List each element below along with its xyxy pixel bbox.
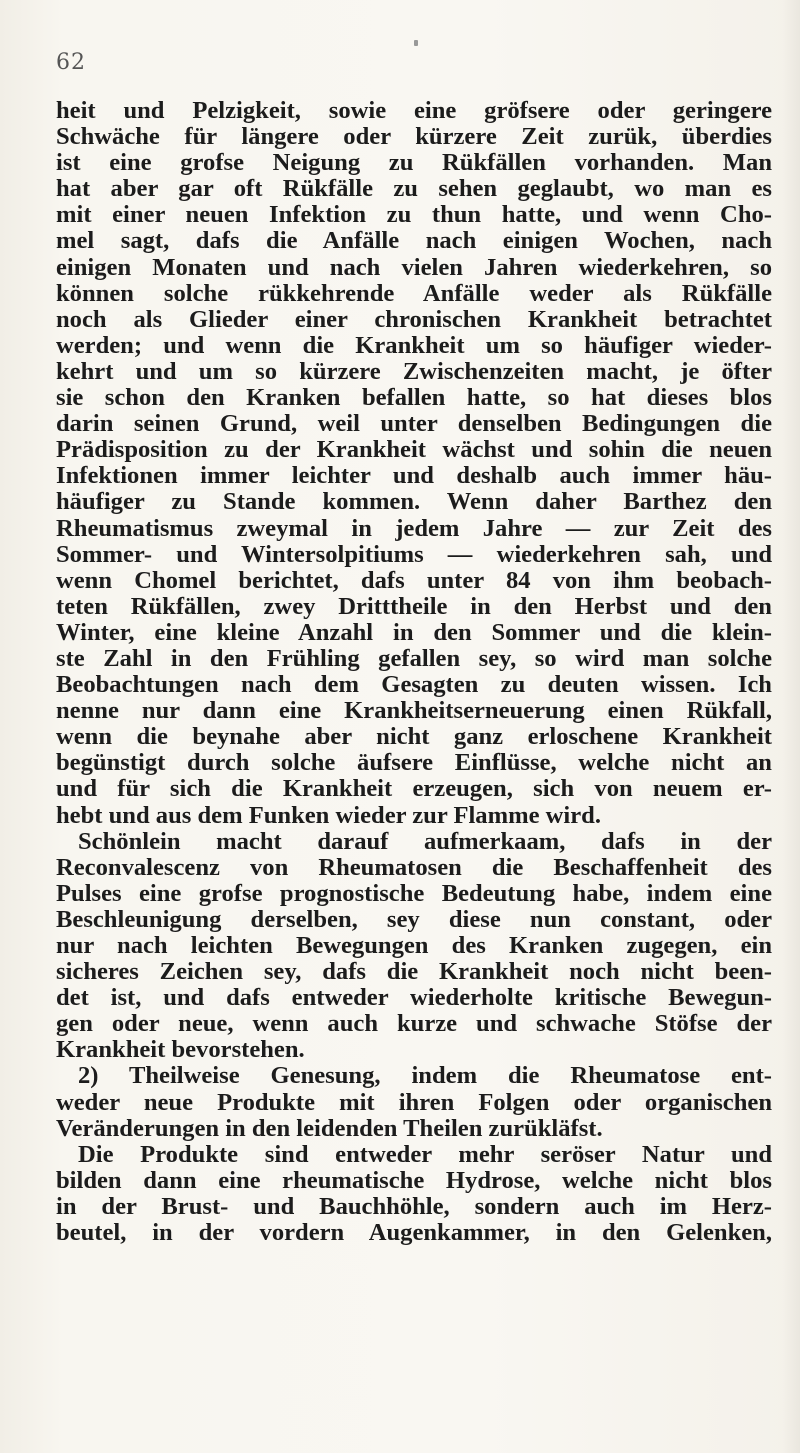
text-line: Sommer- und Wintersolpitiums — wiederkehren sah, und (56, 540, 772, 568)
text-line: bilden dann eine rheumatische Hydrose, welche nicht blos (56, 1166, 772, 1194)
text-line: darin seinen Grund, weil unter denselben Bedingungen die (56, 410, 772, 438)
text-line: Prädisposition zu der Krankheit wächst und sohin die neuen (56, 436, 772, 464)
text-line: Schwäche für längere oder kürzere Zeit zurük, überdies (56, 123, 772, 151)
text-line: 2) Theilweise Genesung, indem die Rheumatose ent- (78, 1062, 772, 1090)
text-line: nur nach leichten Bewegungen des Kranken zugegen, ein (56, 932, 772, 959)
text-line: hat aber gar oft Rükfälle zu sehen geglaubt, wo man es (56, 175, 772, 203)
text-line: Beschleunigung derselben, sey diese nun constant, oder (56, 905, 772, 933)
text-line: sicheres Zeichen sey, dafs die Krankheit noch nicht been- (56, 958, 772, 986)
text-line: weder neue Produkte mit ihren Folgen oder organischen (56, 1088, 772, 1116)
text-line: Infektionen immer leichter und deshalb auch immer häu- (56, 462, 772, 490)
text-line: sie schon den Kranken befallen hatte, so hat dieses blos (56, 384, 772, 412)
text-line: det ist, und dafs entweder wiederholte kritische Bewegun- (56, 984, 772, 1012)
text-line: werden; und wenn die Krankheit um so häufiger wieder- (56, 331, 772, 359)
text-line: Krankheit bevorstehen. (56, 1036, 305, 1064)
text-line: kehrt und um so kürzere Zwischenzeiten macht, je öfter (56, 357, 772, 385)
text-line: Rheumatismus zweymal in jedem Jahre — zur Zeit des (56, 514, 772, 542)
text-line: mel sagt, dafs die Anfälle nach einigen Wochen, nach (56, 227, 772, 255)
text-line: Die Produkte sind entweder mehr seröser Natur und (78, 1140, 772, 1168)
body-text (56, 98, 772, 1246)
text-line: können solche rükkehrende Anfälle weder als Rükfälle (56, 279, 772, 307)
text-line: Schönlein macht darauf aufmerkaam, dafs in der (78, 827, 772, 855)
text-line: begünstigt durch solche äufsere Einflüsse, welche nicht an (56, 749, 772, 777)
text-line: heit und Pelzigkeit, sowie eine gröfsere oder geringere (56, 97, 772, 124)
text-line: einigen Monaten und nach vielen Jahren wiederkehren, so (56, 253, 772, 281)
text-line: Beobachtungen nach dem Gesagten zu deuten wissen. Ich (56, 671, 772, 699)
text-line: ste Zahl in den Frühling gefallen sey, so wird man solche (56, 644, 772, 672)
text-line: hebt und aus dem Funken wieder zur Flamme wird. (56, 801, 601, 829)
text-line: ist eine grofse Neigung zu Rükfällen vorhanden. Man (56, 149, 772, 177)
text-line: Winter, eine kleine Anzahl in den Sommer und die klein- (56, 618, 772, 646)
text-line: und für sich die Krankheit erzeugen, sich von neuem er- (56, 775, 772, 803)
text-line: Reconvalescenz von Rheumatosen die Beschaffenheit des (56, 853, 772, 881)
text-line: nenne nur dann eine Krankheitserneuerung einen Rükfall, (56, 697, 772, 725)
text-line: wenn Chomel berichtet, dafs unter 84 von ihm beobach- (56, 566, 772, 594)
text-line: mit einer neuen Infektion zu thun hatte, und wenn Cho- (56, 201, 772, 229)
text-line: Veränderungen in den leidenden Theilen zurükläfst. (56, 1114, 603, 1142)
text-line: noch als Glieder einer chronischen Krankheit betrachtet (56, 305, 772, 333)
text-line: häufiger zu Stande kommen. Wenn daher Barthez den (56, 488, 772, 516)
text-line: Pulses eine grofse prognostische Bedeutung habe, indem eine (56, 879, 772, 907)
text-line: gen oder neue, wenn auch kurze und schwache Stöfse der (56, 1010, 772, 1038)
page-edge-shadow (782, 0, 800, 1453)
text-line: beutel, in der vordern Augenkammer, in den Gelenken, (56, 1219, 772, 1247)
text-line: wenn die beynahe aber nicht ganz erloschene Krankheit (56, 723, 772, 751)
text-line: teten Rükfällen, zwey Dritttheile in den Herbst und den (56, 592, 772, 620)
page-number: 62 (56, 50, 86, 75)
text-line: in der Brust- und Bauchhöhle, sondern auch im Herz- (56, 1192, 772, 1220)
ink-speck (414, 40, 418, 46)
